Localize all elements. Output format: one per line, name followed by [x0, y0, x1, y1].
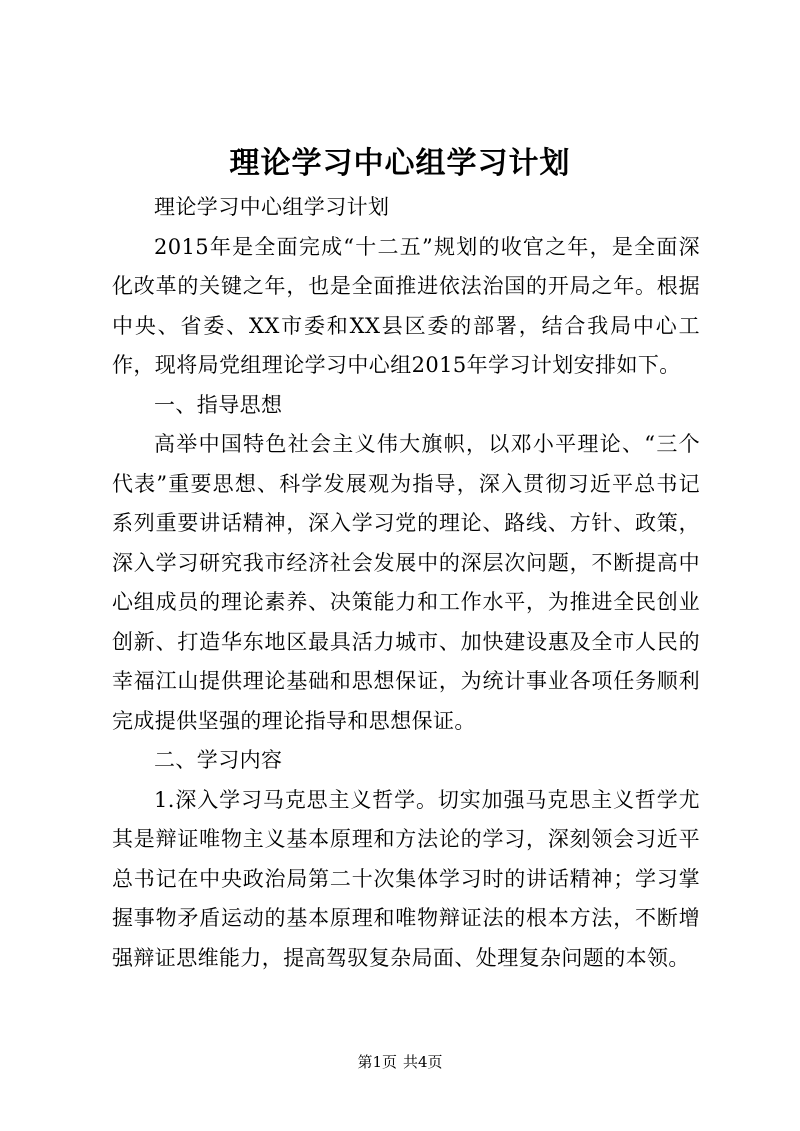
- page-number: 第1页: [357, 1053, 397, 1071]
- document-title: 理论学习中心组学习计划: [229, 146, 571, 181]
- paragraph-guiding-ideology: 高举中国特色社会主义伟大旗帜，以邓小平理论、“三个代表”重要思想、科学发展观为指导，深入贯彻习近平总书记系列重要讲话精神，深入学习党的理论、路线、方针、政策，深入学习研究我市经济社会发展中的深层次问题，不断提高中心组成员的理论素养、决策能力和工作水平，为推进全民创业创新、打造华东地区最具活力城市、加快建设惠及全市人民的幸福江山提供理论基础和思想保证，为统计事业各项任务顺利完成提供坚强的理论指导和思想保证。: [112, 432, 700, 733]
- section-heading-guiding-ideology: 一、指导思想: [154, 392, 283, 417]
- paragraph-study-item-1: 1.深入学习马克思主义哲学。切实加强马克思主义哲学尤其是辩证唯物主义基本原理和方法论的学习，深刻领会习近平总书记在中央政治局第二十次集体学习时的讲话精神；学习掌握事物矛盾运动的基本原理和唯物辩证法的根本方法，不断增强辩证思维能力，提高驾驭复杂局面、处理复杂问题的本领。: [112, 787, 700, 970]
- paragraph-subtitle: 理论学习中心组学习计划: [154, 195, 390, 219]
- section-heading-study-content: 二、学习内容: [154, 748, 283, 772]
- page-total: 共4页: [403, 1053, 443, 1071]
- document-body: [112, 188, 700, 978]
- page-footer: [0, 1052, 800, 1072]
- paragraph-intro: 2015年是全面完成“十二五”规划的收官之年，是全面深化改革的关键之年，也是全面推进依法治国的开局之年。根据中央、省委、XX市委和XX县区委的部署，结合我局中心工作，现将局党组理论学习中心组2015年学习计划安排如下。: [112, 234, 700, 377]
